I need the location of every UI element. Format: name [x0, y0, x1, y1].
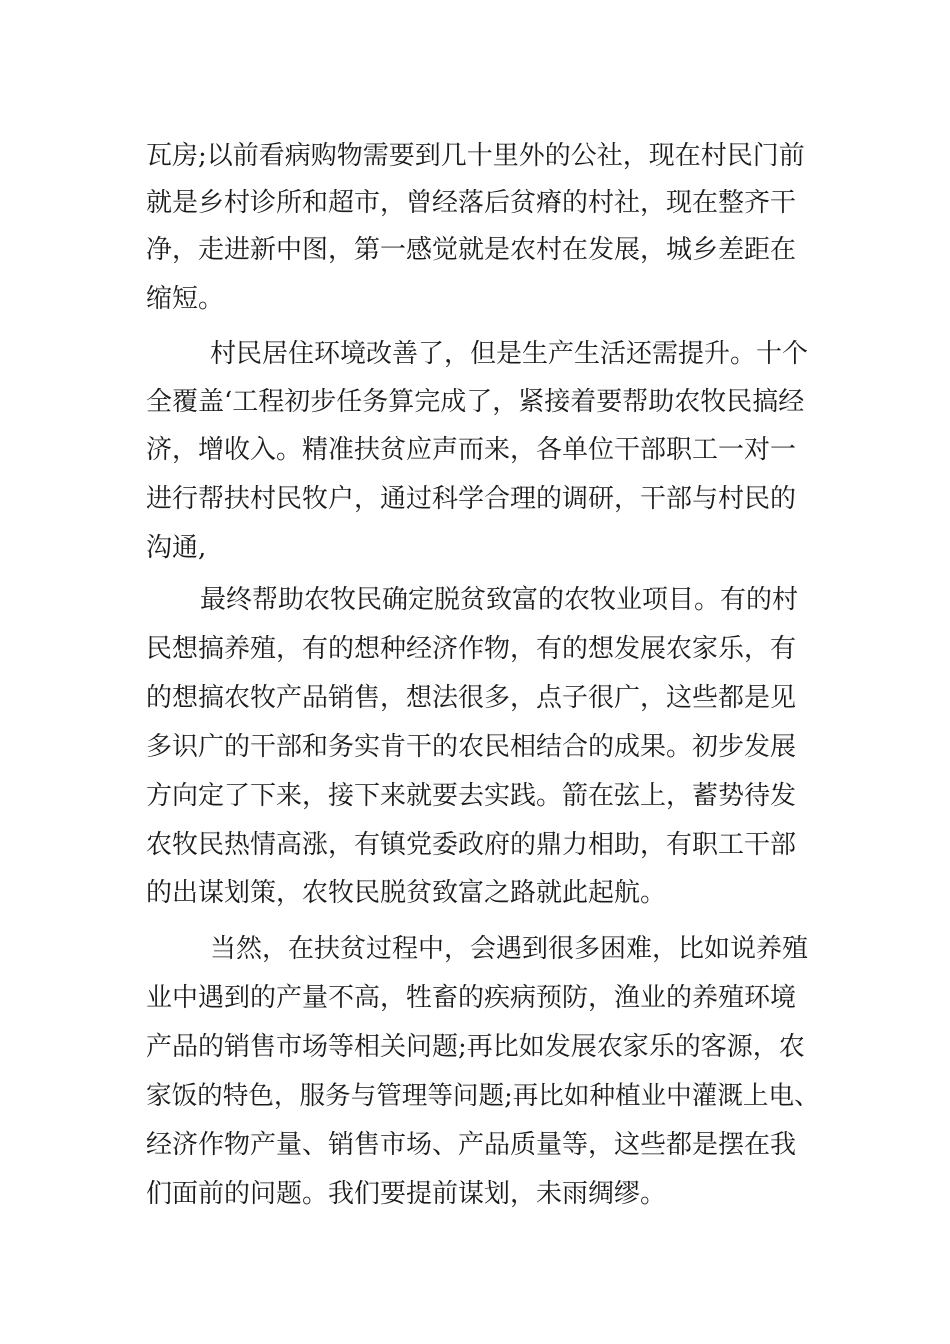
text-line: 最终帮助农牧民确定脱贫致富的农牧业项目。有的村	[200, 585, 799, 615]
text-line: 的想搞农牧产品销售，想法很多，点子很广，这些都是见	[146, 683, 797, 713]
text-line: 经济作物产量、销售市场、产品质量等，这些都是摆在我	[146, 1130, 797, 1160]
text-line: 瓦房;以前看病购物需要到几十里外的公社，现在村民门前	[146, 141, 805, 171]
text-line: 全覆盖‘工程初步任务算完成了，紧接着要帮助农牧民搞经	[146, 387, 805, 417]
text-line: 沟通,	[146, 533, 207, 563]
text-line: 方向定了下来，接下来就要去实践。箭在弦上，蓄势待发	[146, 781, 797, 811]
text-line: 的出谋划策，农牧民脱贫致富之路就此起航。	[146, 878, 667, 908]
text-line: 缩短。	[146, 284, 225, 314]
text-line: 当然，在扶贫过程中，会遇到很多困难，比如说养殖	[210, 934, 809, 964]
text-line: 们面前的问题。我们要提前谋划，未雨绸缪。	[146, 1179, 667, 1209]
text-line: 就是乡村诊所和超市，曾经落后贫瘠的村社，现在整齐干	[146, 188, 797, 218]
text-line: 净，走进新中图，第一感觉就是农村在发展，城乡差距在	[146, 235, 797, 265]
text-line: 进行帮扶村民牧户，通过科学合理的调研，干部与村民的	[146, 484, 797, 514]
text-line: 民想搞养殖，有的想种经济作物，有的想发展农家乐，有	[146, 634, 797, 664]
text-line: 村民居住环境改善了，但是生产生活还需提升。十个	[210, 339, 809, 369]
text-line: 多识广的干部和务实肯干的农民相结合的成果。初步发展	[146, 732, 797, 762]
text-line: 产品的销售市场等相关问题;再比如发展农家乐的客源，农	[146, 1032, 805, 1062]
text-line: 家饭的特色，服务与管理等问题;再比如种植业中灌溉上电、	[146, 1081, 820, 1111]
text-line: 农牧民热情高涨，有镇党委政府的鼎力相助，有职工干部	[146, 830, 797, 860]
text-line: 业中遇到的产量不高，牲畜的疾病预防，渔业的养殖环境	[146, 983, 797, 1013]
text-line: 济，增收入。精准扶贫应声而来，各单位干部职工一对一	[146, 435, 797, 465]
